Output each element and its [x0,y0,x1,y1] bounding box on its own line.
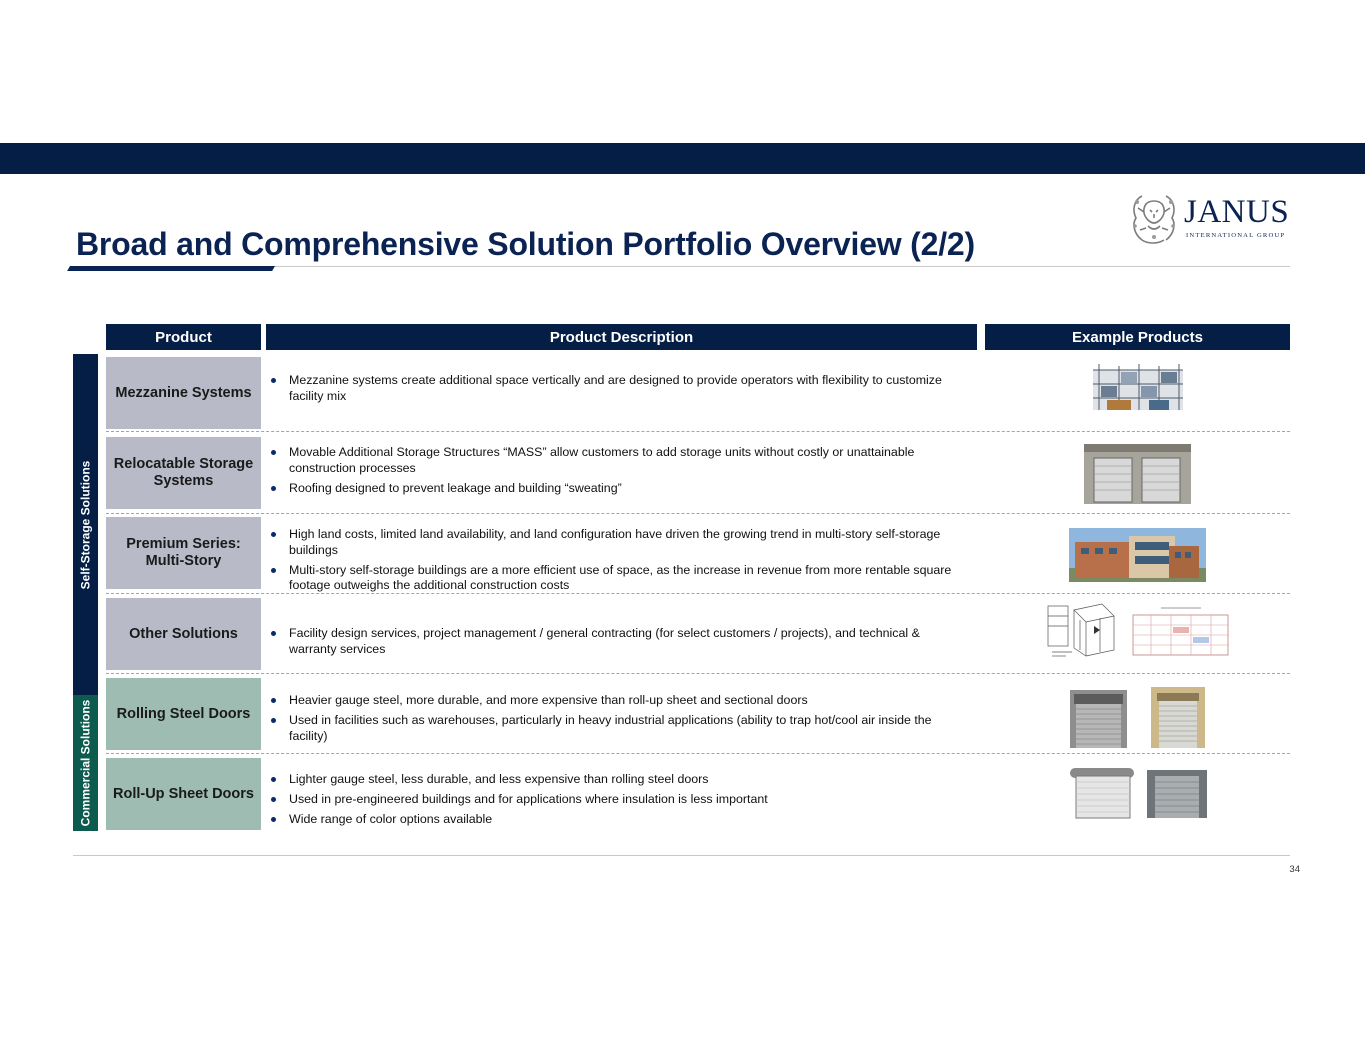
bullet: Roofing designed to prevent leakage and building “sweating” [270,481,970,497]
page-number: 34 [1289,864,1300,875]
bullet: High land costs, limited land availability, and land configuration have driven the growing trend in multi-story self-storage buildings [270,527,970,558]
bullet: Facility design services, project management / general contracting (for select customers / projects), and technical & warranty services [270,626,970,657]
description-premium-multi-story [270,527,970,598]
group-label-commercial [73,695,98,831]
logo-subtitle: INTERNATIONAL GROUP [1186,232,1286,239]
janus-emblem-icon [1128,190,1180,246]
roll-up-sheet-door-image-2 [1147,770,1207,818]
header-example-products: Example Products [985,324,1290,350]
logo-wordmark: JANUS [1184,194,1290,230]
product-cell-mezzanine: Mezzanine Systems [106,357,261,429]
product-cell-rolling-steel-doors: Rolling Steel Doors [106,678,261,750]
group-label-commercial-text: Commercial Solutions [78,699,93,827]
design-drawing-image [1044,600,1120,662]
title-accent-bar [67,266,275,271]
mezzanine-product-image [1089,360,1188,418]
product-cell-premium-multi-story: Premium Series: Multi-Story [106,517,261,589]
row-separator [106,593,1290,594]
product-cell-roll-up-sheet-doors: Roll-Up Sheet Doors [106,758,261,830]
facility-plan-image [1131,605,1230,657]
bullet: Movable Additional Storage Structures “MASS” allow customers to add storage units without costly or unattainable construction processes [270,445,970,476]
footer-rule [73,855,1290,856]
group-label-self-storage [73,354,98,695]
description-other-solutions [270,626,970,662]
description-roll-up-sheet-doors [270,772,970,832]
description-mezzanine [270,373,970,409]
bullet: Wide range of color options available [270,812,970,828]
row-separator [106,673,1290,674]
janus-logo [1128,190,1293,248]
rolling-steel-door-image-2 [1151,687,1205,748]
row-separator [106,753,1290,754]
relocatable-storage-product-image [1084,444,1191,504]
bullet: Mezzanine systems create additional space vertically and are designed to provide operators with flexibility to customize facility mix [270,373,970,404]
rolling-steel-door-image-1 [1070,690,1127,748]
multi-story-product-image [1069,528,1206,582]
row-separator [106,513,1290,514]
group-label-self-storage-text: Self-Storage Solutions [78,460,93,589]
page-title: Broad and Comprehensive Solution Portfolio Overview (2/2) [76,226,975,262]
roll-up-sheet-door-image-1 [1068,766,1136,820]
product-cell-other-solutions: Other Solutions [106,598,261,670]
description-relocatable-storage [270,445,970,501]
row-separator [106,431,1290,432]
description-rolling-steel-doors [270,693,970,749]
product-cell-relocatable-storage: Relocatable Storage Systems [106,437,261,509]
bullet: Used in facilities such as warehouses, particularly in heavy industrial applications (ability to trap hot/cool air inside the facility) [270,713,970,744]
bullet: Lighter gauge steel, less durable, and less expensive than rolling steel doors [270,772,970,788]
top-banner [0,143,1365,174]
header-product-description: Product Description [266,324,977,350]
header-product: Product [106,324,261,350]
bullet: Heavier gauge steel, more durable, and more expensive than roll-up sheet and sectional doors [270,693,970,709]
bullet: Multi-story self-storage buildings are a more efficient use of space, as the increase in revenue from more rentable square footage outweighs the additional construction costs [270,563,970,594]
bullet: Used in pre-engineered buildings and for applications where insulation is less important [270,792,970,808]
